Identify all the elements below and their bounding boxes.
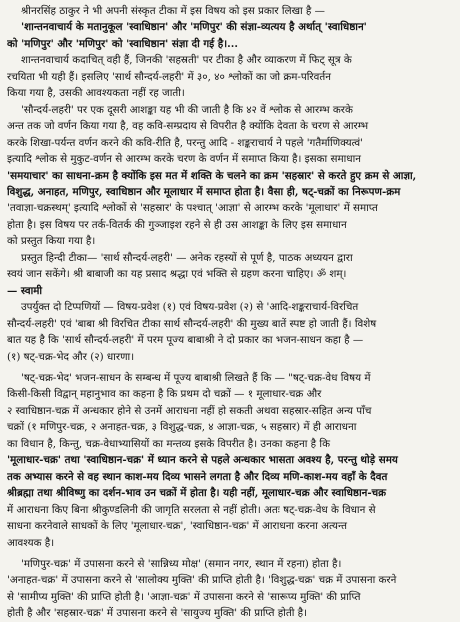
- text-line: रचयिता भी यही हैं। इसलिए 'सार्थ सौन्दर्य-लहरी' में ३०, ४० श्लोकों का जो क्रम-परिवर्तन: [7, 70, 331, 83]
- text-line: तक अभ्यास करने से वह स्थान काश-मय दिव्य भासने लगता है और दिव्य मणि-काश-मय वहाँ के दैवत: [7, 470, 388, 483]
- text-line: श्रीब्रह्मा तथा श्रीविष्णु का दर्शन-भाव उन चक्रों में होता है। यही नहीं, मूलाधार-चक्र और स्वाधिष्ठान-चक्र: [7, 487, 387, 500]
- text-line: 'सौन्दर्य-लहरी' पर एक दूसरी आशङ्का यह भी की जाती है कि ४२ वें श्लोक से आरम्भ करके: [21, 103, 353, 116]
- text-line: 'मणिपुर-चक्र' में उपासना करने से 'सान्निध्य मोक्ष' (समान नगर, स्थान में रहना) होता है।: [21, 557, 342, 570]
- text-line: करके शिखा-पर्यन्त वर्णन करने की कवि-रीति है, परन्तु आदि - शङ्कराचार्य ने पहले 'गतैर्माणिक्यत्वं': [7, 136, 363, 149]
- intro-section: [7, 3, 453, 299]
- text-line: किया गया है, उसकी आवश्यकता नहीं रह जाती।: [7, 87, 185, 100]
- text-line: 'अनाहत-चक्र' में उपासना करने से 'सालोक्य मुक्ति' की प्राप्ति होती है। 'विशुद्ध-चक्र' चक्र में उपासना करने: [7, 574, 397, 587]
- text-line: उपर्युक्त दो टिप्पणियों — विषय-प्रवेश (१) एवं विषय-प्रवेश (२) से 'आदि-शङ्कराचार्य-विरचित: [21, 301, 359, 314]
- text-line: स्वयं जान सकेंगे। श्री बाबाजी का यह प्रसाद श्रद्धा एवं भक्ति से ग्रहण करना चाहिए। ॐ शम्।: [7, 268, 347, 281]
- text-line: अन्त तक जो वर्णन किया गया है, वह कवि-सम्प्रदाय से विपरीत है क्योंकि देवता के चरण से आरम्भ: [7, 120, 369, 133]
- text-line: शान्तनवाचार्य कदाचित् वही हैं, जिनकी 'सहस्रती' पर टीका है और व्याकरण में फिट् सूत्र के: [21, 54, 352, 67]
- text-line: होती है और 'सहस्रार-चक्र' में उपासना करने से 'सायुज्य मुक्ति' की प्राप्ति होती है।: [7, 607, 308, 620]
- text-line: २ स्वाधिष्ठान-चक्र में अन्धकार होने से उनमें आराधना नहीं हो सकती अथवा सहस्रार-सहित अन्य पाँच: [7, 404, 372, 417]
- mukti-section: [7, 556, 453, 622]
- text-line: को 'मणिपुर' और 'मणिपुर' को 'स्वाधिष्ठान' संज्ञा दी गई है।...: [7, 37, 238, 50]
- signature: — स्वामी: [7, 284, 43, 297]
- text-line: (१) षट्-चक्र-भेद और (२) धारणा।: [7, 350, 135, 363]
- text-line: श्रीनरसिंह ठाकुर ने भी अपनी संस्कृत टीका में इस विषय को इस प्रकार लिखा है —: [21, 5, 325, 17]
- text-line: चक्रों (१ मणिपुर-चक्र, २ अनाहत-चक्र, ३ विशुद्ध-चक्र, ४ आज्ञा-चक्र, ५ सहस्रार) में ही आराधना: [7, 421, 357, 434]
- text-line: से 'सामीप्य मुक्ति' की प्राप्ति होती है। 'आज्ञा-चक्र' में उपासना करने से 'सारूप्य मुक्ति' की प्राप्ति: [7, 590, 361, 603]
- text-line: होता है। इस विषय पर तर्क-वितर्क की गुञ्जाइश रहने से ही उस आशङ्का के लिए इस समाधान: [7, 218, 347, 231]
- text-line: 'समयाचार' का साधना-क्रम है क्योंकि इस मत में शक्ति के चलने का क्रम 'सहस्रार' से करते हुए क्रम से आज्ञा,: [7, 169, 417, 182]
- text-line: साधना करनेवाले साधकों के लिए 'मूलाधार-चक्र', 'स्वाधिष्ठान-चक्र' में आराधना करना अत्यन्त: [7, 520, 348, 533]
- text-line: 'शान्तनवाचार्य के मतानुकूल 'स्वाधिष्ठान' और 'मणिपुर' की संज्ञा-व्यत्यय है अर्थात् 'स्वाधिष्ठान': [21, 21, 367, 34]
- shatchakra-section: [7, 370, 453, 551]
- commentary-section: [7, 299, 453, 365]
- text-line: आवश्यक है।: [7, 536, 55, 549]
- text-line: में आराधना किए बिना श्रीकुण्डलिनी की जागृति सरलता से नहीं होती। अतः षट्-चक्र-वेध के विधान से: [7, 503, 376, 516]
- text-line: विशुद्ध, अनाहत, मणिपुर, स्वाधिष्ठान और मूलाधार में समाप्त होता है। वैसा ही, षट्-चक्रों का निरूपण-क्रम: [7, 185, 401, 198]
- text-line: 'मूलाधार-चक्र' तथा 'स्वाधिष्ठान-चक्र' में ध्यान करने से पहले अन्धकार भासता अवश्य है, परन्तु थोड़े समय: [7, 454, 398, 467]
- text-line: 'षट्-चक्र-भेद' भजन-साधन के सम्बन्ध में पूज्य बाबाश्री लिखते हैं कि — "षट्-चक्र-वेध विषय में: [21, 371, 371, 384]
- text-line: इत्यादि श्लोक से मुकुट-वर्णन से आरम्भ करके चरण के वर्णन में समाप्त किया है। इसका समाधान: [7, 153, 361, 166]
- text-line: सौन्दर्य-लहरी' एवं 'बाबा श्री विरचित टीका सार्थ सौन्दर्य-लहरी' की मुख्य बातें स्पष्ट हो जाती हैं। विशेष: [7, 317, 377, 330]
- text-line: का विधान है, किन्तु, चक्र-वेधाभ्यासियों का मन्तव्य इसके विपरीत है। उनका कहना है कि: [7, 437, 330, 450]
- text-line: प्रस्तुत हिन्दी टीका— 'सार्थ सौन्दर्य-लहरी' — अनेक रहस्यों से पूर्ण है, पाठक अध्ययन द्वारा: [21, 251, 353, 264]
- text-line: को प्रस्तुत किया गया है।: [7, 235, 96, 248]
- text-line: किसी-किसी विद्वान् महानुभाव का कहना है कि प्रथम दो चक्रों — १ मूलाधार-चक्र और: [7, 388, 322, 401]
- text-line: बात यह है कि 'सार्थ सौन्दर्य-लहरी' में परम पूज्य बाबाश्री ने दो प्रकार का भजन-साधन कहा है —: [7, 334, 364, 347]
- text-line: 'तवाज्ञा-चक्रस्थम्' इत्यादि श्लोकों से 'सहस्रार' के पश्चात् 'आज्ञा' से आरम्भ करके 'मूलाधार' में समाप्त: [7, 202, 378, 215]
